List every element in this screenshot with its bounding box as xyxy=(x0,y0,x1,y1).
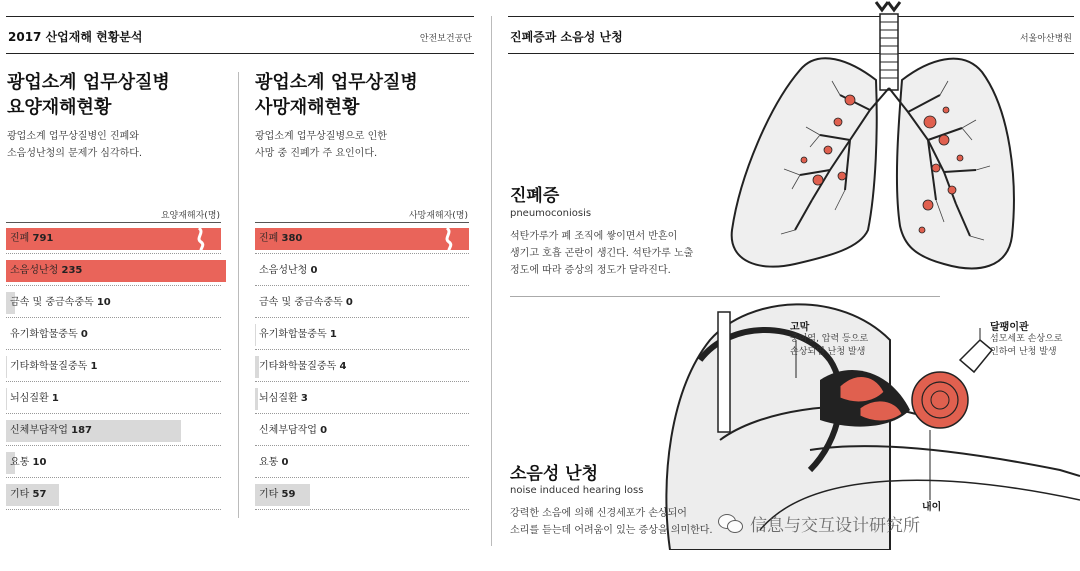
chart1-row xyxy=(6,350,221,382)
hearing-description xyxy=(510,505,740,539)
chart1-bar-label xyxy=(10,324,88,346)
category-label: 소음성난청 xyxy=(10,265,62,276)
header-right-source: 서울아산병원 xyxy=(1019,34,1072,44)
chart2-bar-label xyxy=(259,452,288,474)
category-label: 기타화학물질중독 xyxy=(259,361,340,372)
watermark xyxy=(718,508,920,538)
chart2-row xyxy=(255,414,469,446)
chart2-bar-label xyxy=(259,292,353,314)
chart2-row xyxy=(255,478,469,510)
panel1-title-line1: 광업소계 업무상질병 xyxy=(7,72,170,93)
chart1-row xyxy=(6,286,221,318)
chart1-bar-label xyxy=(10,388,59,410)
panel2-desc-line2: 사망 중 진폐가 주 요인이다. xyxy=(255,148,378,159)
chart1-row xyxy=(6,446,221,478)
panel2-title-line1: 광업소계 업무상질병 xyxy=(255,72,418,93)
trachea-icon xyxy=(876,2,900,90)
value-label: 0 xyxy=(345,297,353,308)
chart1-bar-label xyxy=(10,420,92,442)
value-label: 3 xyxy=(300,393,308,404)
panel2-bar-chart xyxy=(255,222,469,510)
axis-break-mark xyxy=(443,228,455,250)
pneumo-latin: pneumoconiosis xyxy=(510,208,592,219)
wechat-icon xyxy=(718,512,744,534)
category-label: 요통 xyxy=(259,457,282,468)
eardrum-label-line1: 중이염, 압력 등으로 xyxy=(790,334,869,344)
panel1-title xyxy=(7,70,232,120)
panel2-title xyxy=(255,70,480,120)
value-label: 0 xyxy=(281,457,289,468)
eardrum-label-title: 고막 xyxy=(790,322,810,333)
section-divider xyxy=(491,16,492,546)
panel2-description xyxy=(255,128,480,162)
chart1-bar-label xyxy=(10,260,82,282)
value-label: 380 xyxy=(281,233,303,244)
chart2-bar-label xyxy=(259,484,295,506)
chart2-row xyxy=(255,350,469,382)
category-label: 신체부담작업 xyxy=(259,425,321,436)
header-left-title: 2017 산업재해 현황분석 xyxy=(8,30,143,44)
pneumo-desc-line3: 정도에 따라 증상의 정도가 달라진다. xyxy=(510,265,671,276)
chart1-bar-label xyxy=(10,356,97,378)
chart1-bar-label xyxy=(10,484,46,506)
category-label: 기타 xyxy=(10,489,33,500)
header-left-source: 안전보건공단 xyxy=(419,34,472,44)
cochlea-label-line1: 섬모세포 손상으로 xyxy=(990,334,1063,344)
value-label: 0 xyxy=(310,265,318,276)
cochlea-icon xyxy=(912,372,968,428)
category-label: 뇌심질환 xyxy=(10,393,52,404)
panel1-bar-chart xyxy=(6,222,221,510)
category-label: 유기화합물중독 xyxy=(259,329,330,340)
eardrum-label-line2: 손상되면 난청 발생 xyxy=(790,347,866,357)
chart2-row xyxy=(255,254,469,286)
axis-break-mark xyxy=(195,228,207,250)
hearing-desc-line1: 강력한 소음에 의해 신경세포가 손상되어 xyxy=(510,508,687,519)
hearing-latin: noise induced hearing loss xyxy=(510,485,644,496)
category-label: 금속 및 중금속중독 xyxy=(259,297,346,308)
inner-ear-label: 내이 xyxy=(922,502,942,513)
chart2-bar xyxy=(255,324,256,346)
chart1-bar xyxy=(6,356,7,378)
header-rule-left xyxy=(6,53,474,54)
value-label: 4 xyxy=(339,361,347,372)
chart2-row xyxy=(255,382,469,414)
header-right-title: 진폐증과 소음성 난청 xyxy=(510,30,623,44)
row-separator xyxy=(6,509,221,510)
chart2-bar-label xyxy=(259,260,317,282)
value-label: 1 xyxy=(90,361,98,372)
panel2-axis-label: 사망재해자(명) xyxy=(408,211,468,221)
chart1-bar-label xyxy=(10,452,46,474)
chart1-row xyxy=(6,254,221,286)
category-label: 소음성난청 xyxy=(259,265,311,276)
chart1-row xyxy=(6,414,221,446)
value-label: 0 xyxy=(80,329,88,340)
value-label: 10 xyxy=(32,457,47,468)
category-label: 요통 xyxy=(10,457,33,468)
panel-divider xyxy=(238,72,239,518)
hearing-desc-line2: 소리를 듣는데 어려움이 있는 증상을 의미한다. xyxy=(510,525,713,536)
chart1-row xyxy=(6,222,221,254)
chart1-bar xyxy=(6,388,7,410)
pneumo-desc-line1: 석탄가루가 폐 조직에 쌓이면서 반흔이 xyxy=(510,231,678,242)
value-label: 1 xyxy=(329,329,337,340)
value-label: 235 xyxy=(61,265,83,276)
panel1-axis-label: 요양재해자(명) xyxy=(160,211,220,221)
pneumo-desc-line2: 생기고 호흡 곤란이 생긴다. 석탄가루 노출 xyxy=(510,248,694,259)
cochlea-label-line2: 인하여 난청 발생 xyxy=(990,347,1057,357)
section-separator xyxy=(510,296,940,297)
value-label: 187 xyxy=(71,425,93,436)
category-label: 신체부담작업 xyxy=(10,425,72,436)
cochlea-label-title: 달팽이관 xyxy=(990,322,1029,333)
chart2-bar xyxy=(255,388,258,410)
value-label: 59 xyxy=(281,489,296,500)
top-rule-left xyxy=(6,16,474,17)
chart2-row xyxy=(255,286,469,318)
panel2-title-line2: 사망재해현황 xyxy=(255,97,360,118)
eardrum-label xyxy=(790,318,868,359)
value-label: 57 xyxy=(32,489,47,500)
category-label: 금속 및 중금속중독 xyxy=(10,297,97,308)
panel1-description xyxy=(7,128,232,162)
panel1-desc-line1: 광업소계 업무상질병인 진폐와 xyxy=(7,131,139,142)
category-label: 유기화합물중독 xyxy=(10,329,81,340)
cochlea-label xyxy=(990,318,1062,359)
chart1-row xyxy=(6,478,221,510)
chart2-row xyxy=(255,446,469,478)
right-lung-icon xyxy=(897,59,1014,269)
pneumo-title: 진폐증 xyxy=(510,186,560,206)
chart1-row xyxy=(6,382,221,414)
category-label: 뇌심질환 xyxy=(259,393,301,404)
hearing-title: 소음성 난청 xyxy=(510,464,599,484)
value-label: 0 xyxy=(320,425,328,436)
chart1-row xyxy=(6,318,221,350)
category-label: 진폐 xyxy=(259,233,282,244)
panel2-desc-line1: 광업소계 업무상질병으로 인한 xyxy=(255,131,387,142)
chart1-bar-label xyxy=(10,292,111,314)
chart2-bar-label xyxy=(259,228,302,250)
chart1-bar-label xyxy=(10,228,53,250)
value-label: 1 xyxy=(51,393,59,404)
chart2-bar-label xyxy=(259,388,308,410)
category-label: 진폐 xyxy=(10,233,33,244)
chart2-bar-label xyxy=(259,420,327,442)
chart2-row xyxy=(255,222,469,254)
value-label: 10 xyxy=(96,297,111,308)
chart2-row xyxy=(255,318,469,350)
row-separator xyxy=(255,509,469,510)
pneumo-description xyxy=(510,228,710,279)
value-label: 791 xyxy=(32,233,54,244)
chart2-bar-label xyxy=(259,356,346,378)
category-label: 기타화학물질중독 xyxy=(10,361,91,372)
category-label: 기타 xyxy=(259,489,282,500)
panel1-title-line2: 요양재해현황 xyxy=(7,97,112,118)
panel1-desc-line2: 소음성난청의 문제가 심각하다. xyxy=(7,148,143,159)
watermark-text: 信息与交互设计研究所 xyxy=(750,515,920,536)
chart2-bar-label xyxy=(259,324,337,346)
lungs-illustration xyxy=(700,0,1020,290)
